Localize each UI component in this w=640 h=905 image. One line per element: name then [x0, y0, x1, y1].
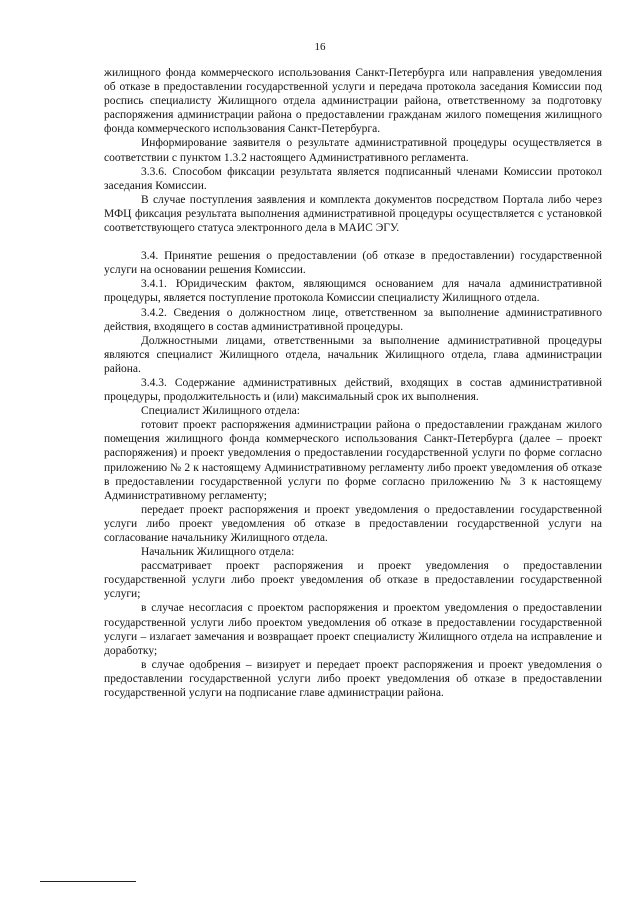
paragraph-officials: Должностными лицами, ответственными за выполнение административной процедуры являются специалист Жилищного отдела, начальник Жилищного отдела, глава администрации района. [104, 334, 602, 375]
paragraph-disagreement: в случае несогласия с проектом распоряжения и проектом уведомления о предоставлении государственной услуги либо проектом уведомления об отказе в предоставлении государственной услуги – излагает замечания и возвращает проект специалисту Жилищного отдела на исправление и доработку; [104, 602, 602, 657]
paragraph-3-3-6: 3.3.6. Способом фиксации результата является подписанный членами Комиссии протокол заседания Комиссии. [104, 165, 602, 192]
paragraph-head-heading: Начальник Жилищного отдела: [141, 546, 295, 559]
paragraph-reviews-draft: рассматривает проект распоряжения и проект уведомления о предоставлении государственной услуги либо проект уведомления об отказе в предоставлении государственной услуги; [104, 560, 602, 601]
paragraph-prepares-draft: готовит проект распоряжения администрации района о предоставлении гражданам жилого помещения жилищного фонда коммерческого использования Санкт-Петербурга (далее – проект распоряжения) и проект уведомления о предоставлении государственной услуги по форме согласно приложению № 2 к настоящему Административному регламенту либо проект уведомления об отказе в предоставлении государственной услуги по форме согласно приложению № 3 к настоящему Административному регламенту; [104, 419, 602, 502]
section-heading-3-4: 3.4. Принятие решения о предоставлении (об отказе в предоставлении) государственной услуги на основании решения Комиссии. [104, 250, 602, 277]
footer-divider [40, 881, 136, 882]
paragraph-3-4-1: 3.4.1. Юридическим фактом, являющимся основанием для начала административной процедуры, является поступление протокола Комиссии специалисту Жилищного отдела. [104, 278, 602, 305]
paragraph-continuation: жилищного фонда коммерческого использования Санкт-Петербурга или направления уведомления об отказе в предоставлении государственной услуги и передача протокола заседания Комиссии под роспись специалисту Жилищного отдела администрации района, ответственному за подготовку распоряжения администрации района о предоставлении гражданам жилого помещения жилищного фонда коммерческого использования Санкт-Петербурга. [104, 67, 602, 136]
document-body [104, 66, 602, 700]
paragraph-3-4-3: 3.4.3. Содержание административных действий, входящих в состав административной процедуры, продолжительность и (или) максимальный срок их выполнения. [104, 376, 602, 404]
paragraph-transfers-draft: передает проект распоряжения и проект уведомления о предоставлении государственной услуги либо проект уведомления об отказе в предоставлении государственной услуги на согласование начальнику Жилищного отдела. [104, 503, 602, 544]
page-number: 16 [314, 41, 326, 53]
paragraph-specialist-heading: Специалист Жилищного отдела: [141, 405, 300, 418]
paragraph-informing: Информирование заявителя о результате административной процедуры осуществляется в соответствии с пунктом 1.3.2 настоящего Административного регламента. [104, 137, 602, 164]
paragraph-approval: в случае одобрения – визирует и передает проект распоряжения и проект уведомления о предоставлении государственной услуги либо проект уведомления об отказе в предоставлении государственной услуги на подписание главе администрации района. [104, 658, 602, 700]
paragraph-portal-mfc: В случае поступления заявления и комплекта документов посредством Портала либо через МФЦ фиксация результата выполнения административной процедуры осуществляется с установкой соответствующего статуса электронного дела в МАИС ЭГУ. [104, 193, 602, 235]
paragraph-3-4-2: 3.4.2. Сведения о должностном лице, ответственном за выполнение административного действия, входящего в состав административной процедуры. [104, 306, 602, 333]
